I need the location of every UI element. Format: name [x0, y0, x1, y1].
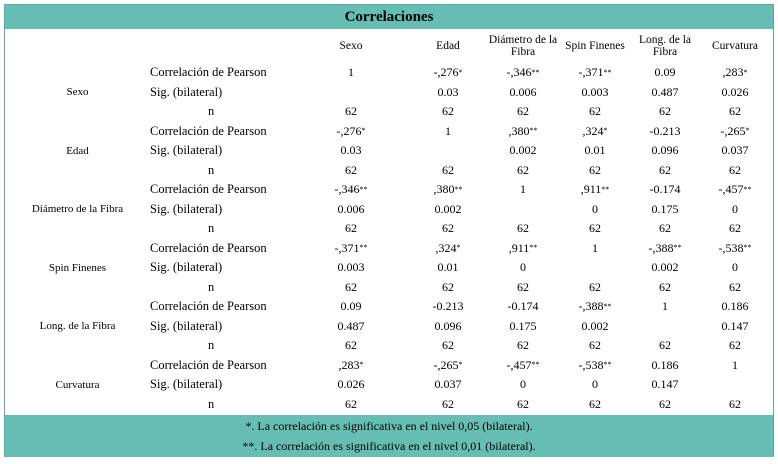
cell-value: ,380: [508, 123, 530, 138]
table-cell: ,324 *: [582, 123, 608, 138]
table-cell: 0: [592, 377, 598, 392]
cell-value: -,457: [506, 357, 532, 372]
stat-label: n: [208, 279, 215, 294]
stat-label: Correlación de Pearson: [150, 65, 267, 80]
table-cell: 0.037: [434, 377, 462, 392]
table-cell: 62: [442, 338, 454, 353]
table-cell: 62: [659, 338, 671, 353]
correlation-table: [4, 4, 774, 457]
table-cell: 62: [729, 279, 741, 294]
table-cell: 62: [345, 279, 357, 294]
table-row: [5, 297, 773, 317]
table-cell: 0: [732, 260, 738, 275]
table-row: [5, 63, 773, 83]
table-cell: 62: [517, 104, 529, 119]
table-cell: 62: [659, 396, 671, 411]
cell-value: -,538: [578, 357, 604, 372]
table-cell: 62: [589, 279, 601, 294]
cell-value: -,265: [720, 123, 746, 138]
stat-label: Sig. (bilateral): [150, 377, 223, 392]
table-row: [5, 278, 773, 298]
table-cell: 0: [520, 260, 526, 275]
table-cell: 62: [345, 396, 357, 411]
table-cell: 0.026: [337, 377, 365, 392]
table-cell: 62: [659, 162, 671, 177]
stat-label: Correlación de Pearson: [150, 182, 267, 197]
stat-label: Sig. (bilateral): [150, 143, 223, 158]
table-cell: [700, 375, 770, 395]
table-cell: 62: [729, 396, 741, 411]
table-cell: 0.01: [437, 260, 459, 275]
table-cell: 62: [517, 221, 529, 236]
column-header-line: Edad: [436, 40, 460, 52]
cell-value: -,457: [718, 182, 744, 197]
table-row: [5, 122, 773, 142]
stat-label: Sig. (bilateral): [150, 318, 223, 333]
table-cell: 62: [589, 338, 601, 353]
table-cell: 0.186: [721, 299, 749, 314]
table-cell: -0.174: [649, 182, 681, 197]
cell-value: ,911: [508, 240, 530, 255]
cell-value: -,388: [578, 299, 604, 314]
table-cell: ,380 **: [508, 123, 538, 138]
table-cell: ,380 **: [433, 182, 463, 197]
table-cell: 62: [659, 221, 671, 236]
stat-label: Correlación de Pearson: [150, 240, 267, 255]
table-cell: 62: [345, 104, 357, 119]
stat-label: n: [208, 104, 215, 119]
table-cell: 62: [589, 162, 601, 177]
table-cell: 0.003: [581, 84, 609, 99]
footnote-001: **. La correlación es significativa en el nivel 0,01 (bilateral).: [242, 439, 536, 453]
table-cell: 62: [729, 338, 741, 353]
row-variable-label: Spin Finenes: [48, 261, 107, 274]
table-cell: 62: [442, 279, 454, 294]
cell-value: -,346: [506, 65, 532, 80]
column-header-line: Fibra: [510, 46, 536, 58]
table-cell: [413, 141, 483, 161]
column-header: [413, 29, 483, 63]
table-cell: 62: [589, 104, 601, 119]
table-row: [5, 356, 773, 376]
column-header-line: Long. de la: [638, 34, 692, 46]
table-cell: 62: [589, 221, 601, 236]
cell-value: ,324: [582, 123, 604, 138]
table-cell: 62: [729, 162, 741, 177]
table-cell: ,324 *: [435, 240, 461, 255]
table-cell: 0.186: [651, 357, 679, 372]
row-variable-label: Long. de la Fibra: [39, 320, 116, 333]
table-cell: 62: [442, 104, 454, 119]
table-cell: ,911 **: [508, 240, 538, 255]
table-cell: -,538 **: [578, 357, 612, 372]
table-cell: -0.213: [649, 123, 681, 138]
table-cell: 62: [517, 162, 529, 177]
column-header-line: Fibra: [652, 46, 678, 58]
table-cell: -,265 *: [433, 357, 463, 372]
table-row: [5, 375, 773, 395]
table-cell: 0.002: [434, 201, 462, 216]
table-cell: -0.213: [432, 299, 464, 314]
table-cell: 0.03: [437, 84, 459, 99]
table-cell: 0.002: [581, 318, 609, 333]
table-title: Correlaciones: [5, 5, 773, 29]
table-cell: 62: [345, 162, 357, 177]
table-cell: 1: [662, 299, 668, 314]
cell-value: -,371: [334, 240, 360, 255]
column-header-line: Diámetro de la: [488, 34, 558, 46]
table-cell: 0.006: [337, 201, 365, 216]
table-cell: 0.175: [509, 318, 537, 333]
table-cell: 62: [442, 221, 454, 236]
stat-label: n: [208, 221, 215, 236]
table-cell: -,265 *: [720, 123, 750, 138]
table-cell: 0.006: [509, 84, 537, 99]
table-row: [5, 317, 773, 337]
column-header-line: Curvatura: [712, 40, 758, 52]
table-cell: 62: [345, 338, 357, 353]
stat-label: Correlación de Pearson: [150, 357, 267, 372]
table-cell: -,276 *: [336, 123, 366, 138]
table-cell: 62: [517, 338, 529, 353]
table-row: [5, 161, 773, 181]
table-cell: -,538 **: [718, 240, 752, 255]
table-cell: [488, 200, 558, 220]
cell-value: -,371: [578, 65, 604, 80]
table-cell: 0.147: [721, 318, 749, 333]
table-cell: [630, 317, 700, 337]
table-cell: 62: [589, 396, 601, 411]
table-cell: -,457 **: [718, 182, 752, 197]
column-header-line: Sexo: [339, 40, 363, 52]
table-cell: -,346 **: [334, 182, 368, 197]
column-header: [700, 29, 770, 63]
table-cell: [560, 258, 630, 278]
table-row: [5, 83, 773, 103]
table-cell: 0.037: [721, 143, 749, 158]
table-cell: 62: [659, 104, 671, 119]
column-header: [630, 29, 700, 63]
cell-value: -,276: [336, 123, 362, 138]
table-row: [5, 336, 773, 356]
cell-value: ,283: [338, 357, 360, 372]
table-row: [5, 141, 773, 161]
table-cell: ,911 **: [580, 182, 610, 197]
table-cell: 0.09: [654, 65, 676, 80]
cell-value: ,283: [722, 65, 744, 80]
table-row: [5, 180, 773, 200]
table-cell: [316, 83, 386, 103]
table-cell: 0.003: [337, 260, 365, 275]
row-variable-label: Sexo: [66, 86, 89, 99]
table-row: [5, 395, 773, 415]
table-cell: 0.487: [651, 84, 679, 99]
table-cell: 0.026: [721, 84, 749, 99]
table-cell: -,371 **: [578, 65, 612, 80]
cell-value: -,346: [334, 182, 360, 197]
table-row: [5, 219, 773, 239]
table-cell: ,283 *: [338, 357, 364, 372]
cell-value: -,276: [433, 65, 459, 80]
column-header-row: [5, 29, 773, 63]
table-cell: 0.096: [651, 143, 679, 158]
table-cell: 62: [517, 396, 529, 411]
cell-value: ,911: [580, 182, 602, 197]
row-variable-label: Edad: [66, 144, 89, 157]
table-cell: 0: [592, 201, 598, 216]
table-cell: 1: [445, 123, 451, 138]
column-header-line: Spin Finenes: [565, 40, 625, 52]
table-cell: ,283 *: [722, 65, 748, 80]
row-variable-label: Curvatura: [55, 378, 100, 391]
table-cell: 0.01: [584, 143, 606, 158]
table-cell: 0.03: [340, 143, 362, 158]
table-cell: 0.002: [509, 143, 537, 158]
table-cell: 62: [442, 162, 454, 177]
table-cell: 62: [659, 279, 671, 294]
column-header: [560, 29, 630, 63]
table-row: [5, 102, 773, 122]
table-cell: 62: [729, 104, 741, 119]
stat-label: Correlación de Pearson: [150, 299, 267, 314]
table-cell: -,346 **: [506, 65, 540, 80]
stat-label: n: [208, 396, 215, 411]
cell-value: -,388: [648, 240, 674, 255]
cell-value: -,265: [433, 357, 459, 372]
stat-label: Sig. (bilateral): [150, 84, 223, 99]
stat-label: Sig. (bilateral): [150, 260, 223, 275]
table-cell: 62: [345, 221, 357, 236]
column-header: [316, 29, 386, 63]
table-cell: 1: [348, 65, 354, 80]
table-cell: 0.096: [434, 318, 462, 333]
table-row: [5, 258, 773, 278]
footnote-005: *. La correlación es significativa en el nivel 0,05 (bilateral).: [245, 419, 533, 433]
table-cell: 1: [732, 357, 738, 372]
stat-label: n: [208, 162, 215, 177]
table-cell: 0.002: [651, 260, 679, 275]
table-cell: -,457 **: [506, 357, 540, 372]
table-cell: -,388 **: [578, 299, 612, 314]
table-cell: 0.09: [340, 299, 362, 314]
table-cell: 1: [592, 240, 598, 255]
table-cell: 1: [520, 182, 526, 197]
cell-value: -,538: [718, 240, 744, 255]
table-cell: 0: [520, 377, 526, 392]
table-cell: 0: [732, 201, 738, 216]
table-row: [5, 239, 773, 259]
table-cell: -,388 **: [648, 240, 682, 255]
stat-label: Correlación de Pearson: [150, 123, 267, 138]
cell-value: ,380: [433, 182, 455, 197]
table-cell: -,371 **: [334, 240, 368, 255]
table-cell: 0.487: [337, 318, 365, 333]
table-cell: -,276 *: [433, 65, 463, 80]
footnotes: [5, 415, 773, 457]
stat-label: Sig. (bilateral): [150, 201, 223, 216]
table-cell: 62: [729, 221, 741, 236]
table-cell: -0.174: [507, 299, 539, 314]
table-row: [5, 200, 773, 220]
cell-value: ,324: [435, 240, 457, 255]
column-header: [488, 29, 558, 63]
table-cell: 0.147: [651, 377, 679, 392]
stat-label: n: [208, 338, 215, 353]
table-cell: 62: [442, 396, 454, 411]
table-cell: 0.175: [651, 201, 679, 216]
row-variable-label: Diámetro de la Fibra: [31, 203, 124, 216]
table-cell: 62: [517, 279, 529, 294]
